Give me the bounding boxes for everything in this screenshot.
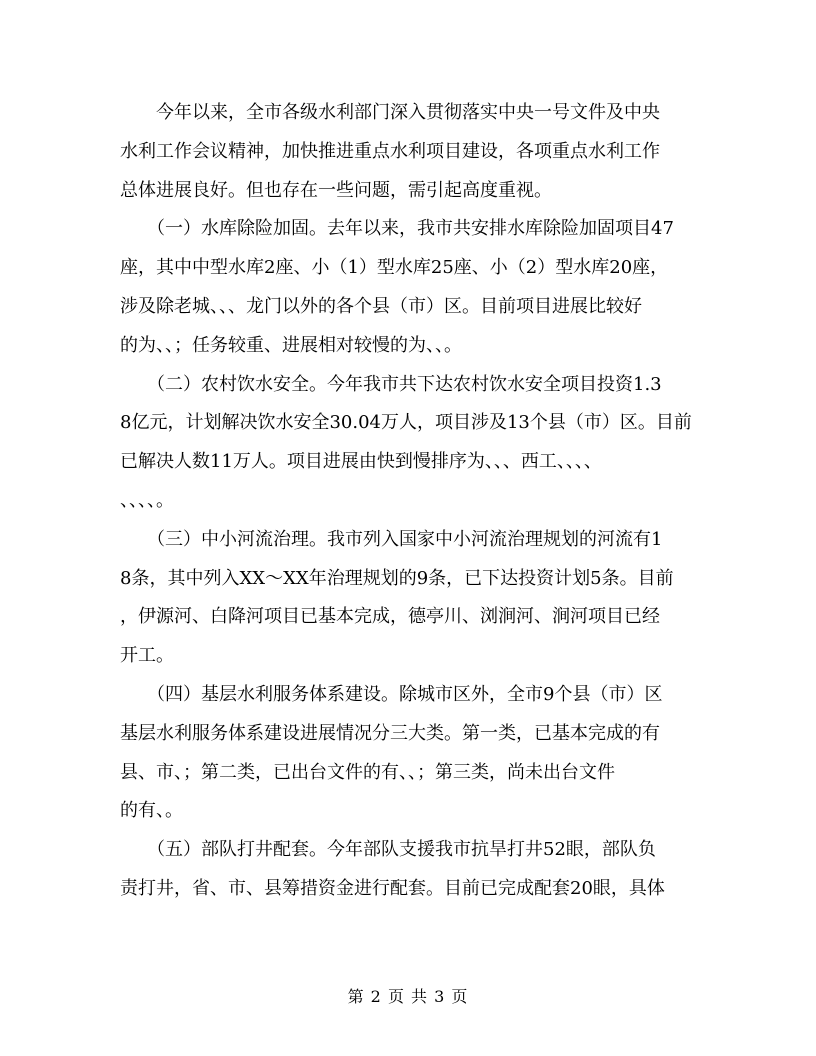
text-line: 开工。 [120, 645, 174, 667]
text-line: （二）农村饮水安全。今年我市共下达农村饮水安全项目投资1.3 [120, 373, 662, 395]
text-line: 总体进展良好。但也存在一些问题，需引起高度重视。 [120, 179, 552, 201]
text-line: （五）部队打井配套。今年部队支援我市抗旱打井52眼，部队负 [120, 839, 656, 861]
text-line: 县、市、；第二类，已出台文件的有、、；第三类，尚未出台文件 [120, 761, 615, 783]
text-line: 涉及除老城、、、龙门以外的各个县（市）区。目前项目进展比较好 [120, 295, 642, 317]
text-line: 、、、、。 [120, 489, 174, 511]
text-line: 的有、。 [120, 800, 183, 822]
text-line: 基层水利服务体系建设进展情况分三大类。第一类，已基本完成的有 [120, 722, 660, 744]
text-line: （三）中小河流治理。我市列入国家中小河流治理规划的河流有1 [120, 528, 663, 550]
page-number: 第 2 页 共 3 页 [347, 987, 469, 1006]
text-line: 的为、、；任务较重、进展相对较慢的为、、。 [120, 334, 462, 356]
text-line: （一）水库除险加固。去年以来，我市共安排水库除险加固项目47 [120, 218, 674, 240]
text-line: 8亿元，计划解决饮水安全30.04万人，项目涉及13个县（市）区。目前 [120, 412, 692, 434]
text-line: 已解决人数11万人。项目进展由快到慢排序为、、、西工、、、、 [120, 451, 602, 473]
text-line: 座，其中中型水库2座、小（1）型水库25座、小（2）型水库20座， [120, 257, 669, 279]
text-line: ，伊源河、白降河项目已基本完成，德亭川、浏涧河、涧河项目已经 [120, 606, 660, 628]
text-line: 责打井，省、市、县筹措资金进行配套。目前已完成配套20眼，具体 [120, 877, 665, 899]
document-body [120, 94, 698, 909]
text-line: 今年以来，全市各级水利部门深入贯彻落实中央一号文件及中央 [120, 102, 660, 123]
text-line: 8条，其中列入XX～XX年治理规划的9条，已下达投资计划5条。目前 [120, 567, 674, 589]
text-line: （四）基层水利服务体系建设。除城市区外，全市9个县（市）区 [120, 683, 663, 705]
text-line: 水利工作会议精神，加快推进重点水利项目建设，各项重点水利工作 [120, 140, 660, 162]
